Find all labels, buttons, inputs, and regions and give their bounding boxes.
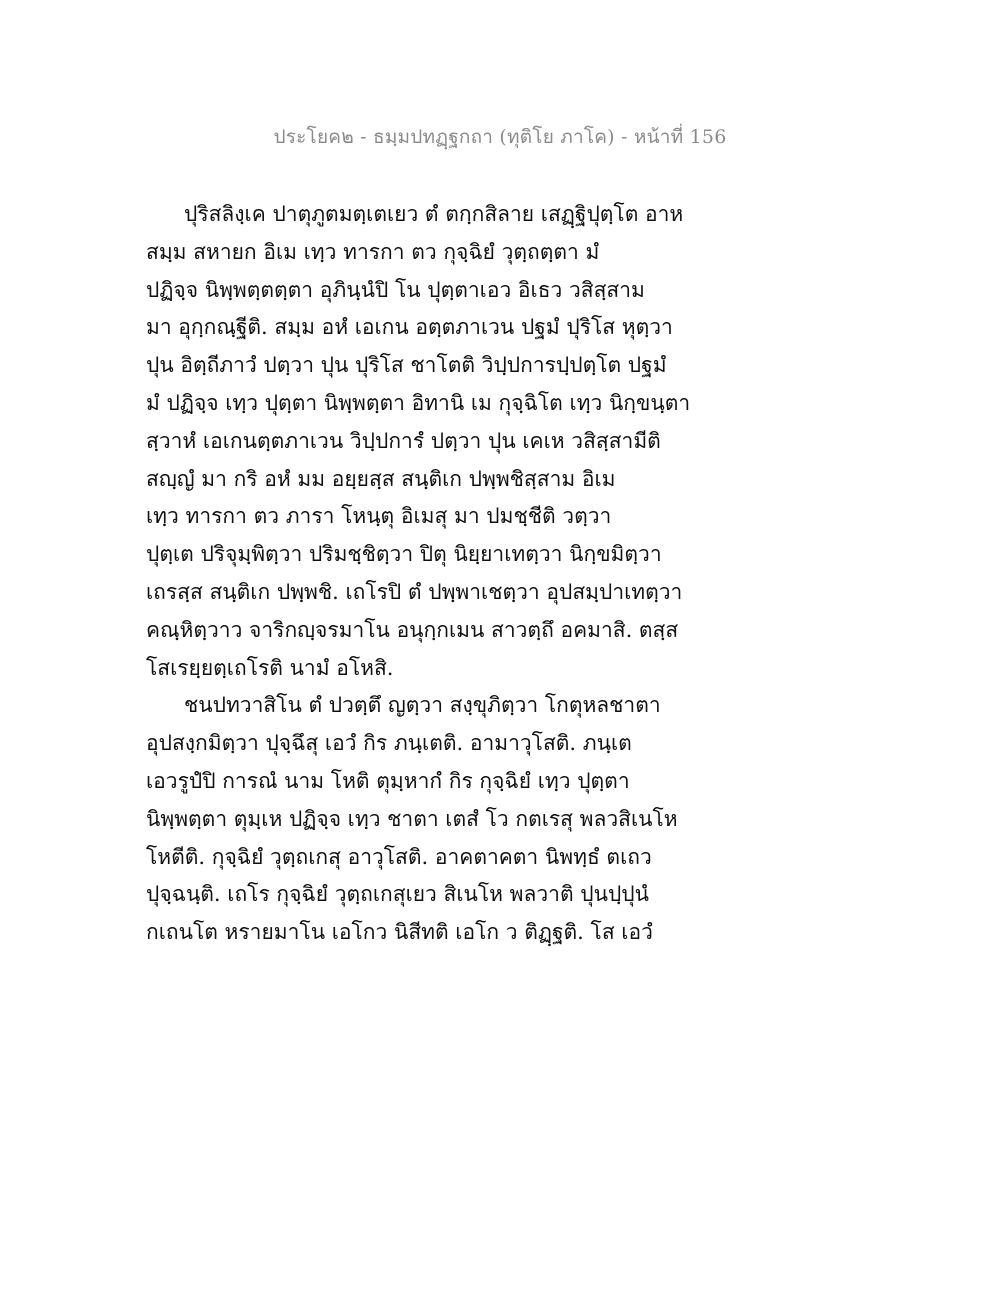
text-line: ชนปทวาสิโน ตํ ปวตฺตึ ญตฺวา สงฺขุภิตฺวา โกตุหลชาตา bbox=[184, 693, 661, 718]
paragraph-2 bbox=[146, 687, 678, 952]
running-header: ประโยค๒ - ธมฺมปทฏฺฐกถา (ทุติโย ภาโค) - หน้าที่ 156 bbox=[273, 126, 727, 148]
text-line: ปุจฺฉนฺติ. เถโร กุจฺฉิยํ วุตฺถเกสุเยว สิเนโห พลวาติ ปุนปฺปุนํ bbox=[146, 882, 649, 907]
text-line: ปุน อิตฺถีภาวํ ปตฺวา ปุน ปุริโส ชาโตติ วิปฺปการปฺปตฺโต ปฐมํ bbox=[146, 353, 667, 378]
text-line: สฺวาหํ เอเกนตฺตภาเวน วิปฺปการํ ปตฺวา ปุน เคเห วสิสฺสามีติ bbox=[146, 428, 661, 453]
text-line: สญฺญํ มา กริ อหํ มม อยฺยสฺส สนฺติเก ปพฺพชิสฺสาม อิเม bbox=[146, 466, 616, 491]
text-line: ปฏิจฺจ นิพฺพตฺตตฺตา อุภินฺนํปิ โน ปุตฺตาเอว อิเธว วสิสฺสาม bbox=[146, 277, 645, 302]
text-line: มํ ปฏิจฺจ เทฺว ปุตฺตา นิพฺพตฺตา อิทานิ เม กุจฺฉิโต เทฺว นิกฺขนฺตา bbox=[146, 390, 691, 415]
text-line: คณฺหิตฺวาว จาริกญฺจรมาโน อนุกฺกเมน สาวตฺถึ อคมาสิ. ตสฺส bbox=[146, 617, 679, 642]
body-text bbox=[146, 196, 691, 952]
text-line: โสเรยฺยตฺเถโรติ นามํ อโหสิ. bbox=[146, 655, 394, 680]
text-line: กเถนโต หรายมาโน เอโกว นิสีทติ เอโก ว ติฏฺฐติ. โส เอวํ bbox=[146, 920, 653, 945]
text-line: ปุริสลิงฺเค ปาตุภูตมตฺเตเยว ตํ ตกฺกสิลาย เสฏฺฐิปุตฺโต อาห bbox=[184, 202, 684, 226]
text-line: อุปสงฺกมิตฺวา ปุจฺฉึสุ เอวํ กิร ภนฺเตติ. อามาวุโสติ. ภนฺเต bbox=[146, 731, 632, 756]
text-line: สมฺม สหายก อิเม เทฺว ทารกา ตว กุจฺฉิยํ วุตฺถตฺตา มํ bbox=[146, 239, 600, 264]
text-line: เถรสฺส สนฺติเก ปพฺพชิ. เถโรปิ ตํ ปพฺพาเชตฺวา อุปสมฺปาเทตฺวา bbox=[146, 579, 683, 604]
paragraph-1 bbox=[146, 196, 691, 687]
text-line: มา อุกฺกณฺฐีติ. สมฺม อหํ เอเกน อตฺตภาเวน ปฐมํ ปุริโส หุตฺวา bbox=[146, 315, 673, 340]
text-line: เอวรูปํปิ การณํ นาม โหติ ตุมฺหากํ กิร กุจฺฉิยํ เทฺว ปุตฺตา bbox=[146, 768, 630, 793]
text-line: เทฺว ทารกา ตว ภารา โหนฺตุ อิเมสุ มา ปมชฺชีติ วตฺวา bbox=[146, 504, 612, 529]
text-line: ปุตฺเต ปริจุมฺพิตฺวา ปริมชฺชิตฺวา ปิตุ นิยฺยาเทตฺวา นิกฺขมิตฺวา bbox=[146, 542, 662, 567]
text-line: โหตีติ. กุจฺฉิยํ วุตฺถเกสุ อาวุโสติ. อาคตาคตา นิพทฺธํ ตเถว bbox=[146, 844, 652, 869]
text-line: นิพฺพตฺตา ตุมฺเห ปฏิจฺจ เทฺว ชาตา เตสํ โว กตเรสุ พลวสิเนโห bbox=[146, 806, 678, 831]
